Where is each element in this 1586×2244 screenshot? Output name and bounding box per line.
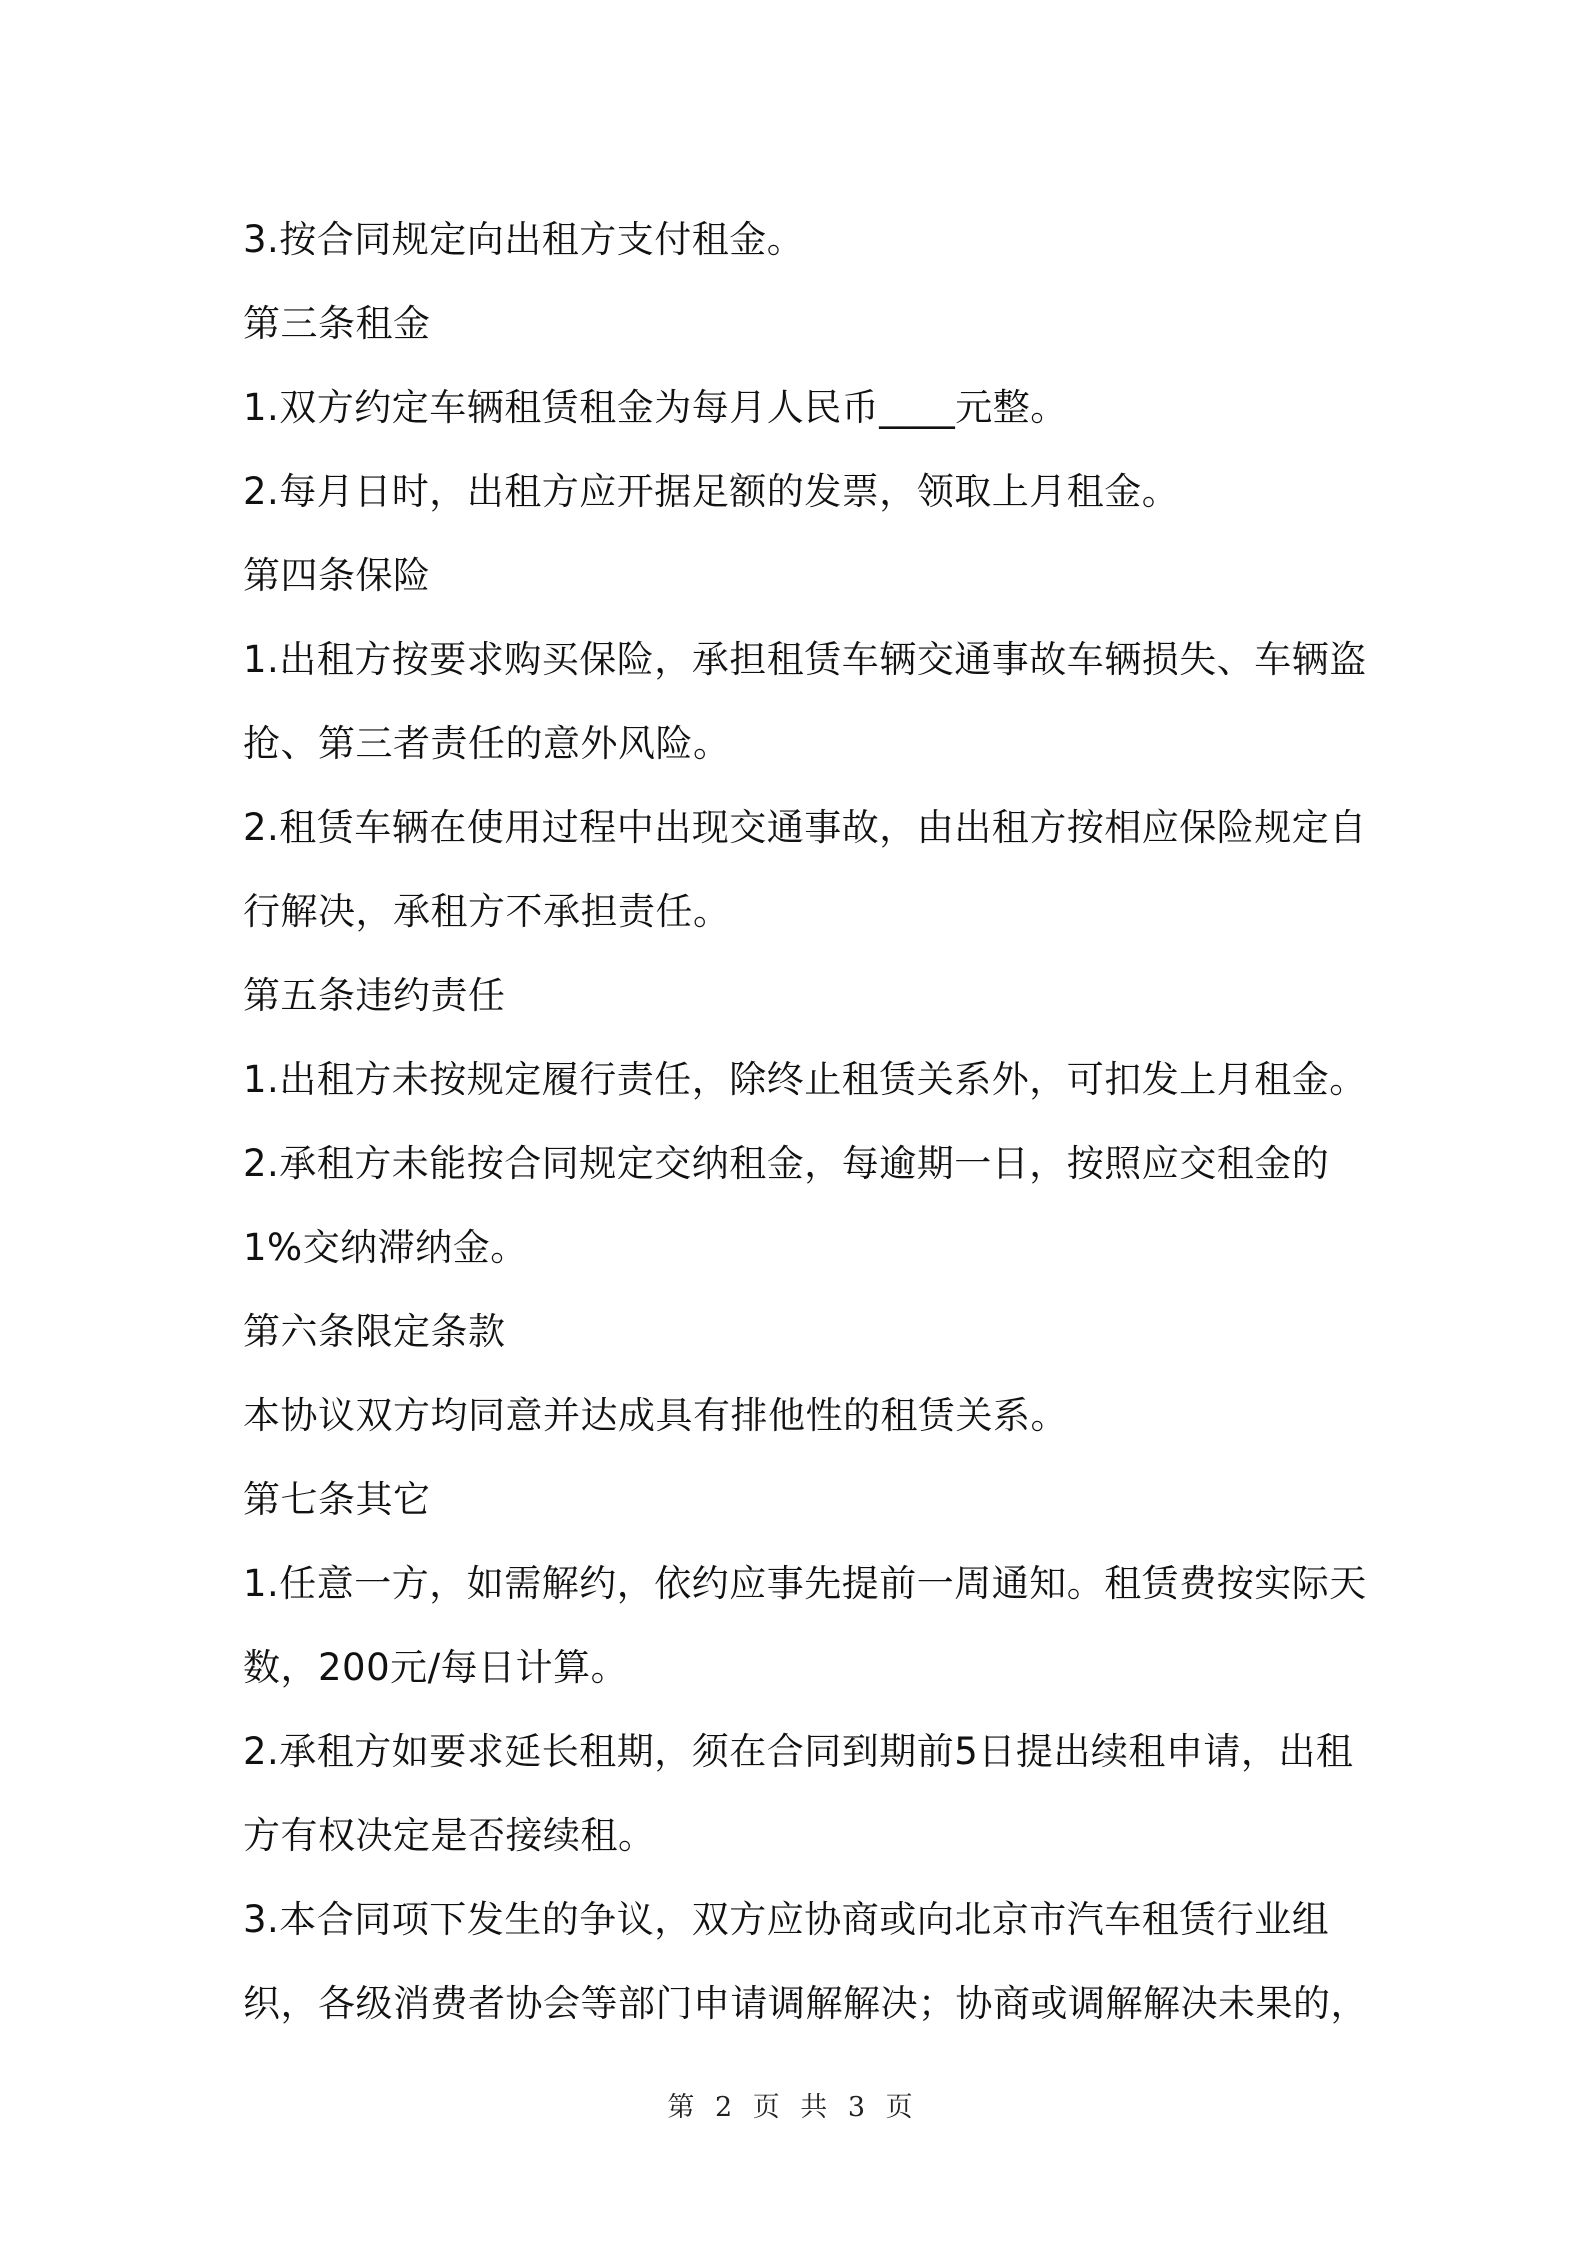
text-line: 2.承租方未能按合同规定交纳租金，每逾期一日，按照应交租金的 — [243, 1142, 1330, 1185]
section-heading-rent: 第三条租金 — [243, 302, 431, 345]
section-heading-insurance: 第四条保险 — [243, 554, 431, 597]
text-line: 3.按合同规定向出租方支付租金。 — [243, 218, 805, 261]
document-body — [243, 198, 1368, 2046]
text-line: 织，各级消费者协会等部门申请调解解决；协商或调解解决未果的， — [243, 1982, 1368, 2025]
text-line: 1.出租方按要求购买保险，承担租赁车辆交通事故车辆损失、车辆盗 — [243, 638, 1367, 681]
text-line: 抢、第三者责任的意外风险。 — [243, 722, 731, 765]
text-line: 1.双方约定车辆租赁租金为每月人民币____元整。 — [243, 386, 1068, 429]
section-heading-restrictions: 第六条限定条款 — [243, 1310, 506, 1353]
section-heading-liability: 第五条违约责任 — [243, 974, 506, 1017]
text-line: 1%交纳滞纳金。 — [243, 1226, 528, 1269]
text-line: 数，200元/每日计算。 — [243, 1646, 629, 1689]
text-line: 2.承租方如要求延长租期，须在合同到期前5日提出续租申请，出租 — [243, 1730, 1354, 1773]
page-number-footer: 第 2 页 共 3 页 — [667, 2092, 919, 2123]
text-line: 2.租赁车辆在使用过程中出现交通事故，由出租方按相应保险规定自 — [243, 806, 1367, 849]
text-line: 1.任意一方，如需解约，依约应事先提前一周通知。租赁费按实际天 — [243, 1562, 1367, 1605]
text-line: 行解决，承租方不承担责任。 — [243, 890, 731, 933]
text-line: 方有权决定是否接续租。 — [243, 1814, 656, 1857]
text-line: 3.本合同项下发生的争议，双方应协商或向北京市汽车租赁行业组 — [243, 1898, 1330, 1941]
text-line: 本协议双方均同意并达成具有排他性的租赁关系。 — [243, 1394, 1068, 1437]
section-heading-other: 第七条其它 — [243, 1478, 431, 1521]
text-line: 1.出租方未按规定履行责任，除终止租赁关系外，可扣发上月租金。 — [243, 1058, 1367, 1101]
text-line: 2.每月日时，出租方应开据足额的发票，领取上月租金。 — [243, 470, 1180, 513]
